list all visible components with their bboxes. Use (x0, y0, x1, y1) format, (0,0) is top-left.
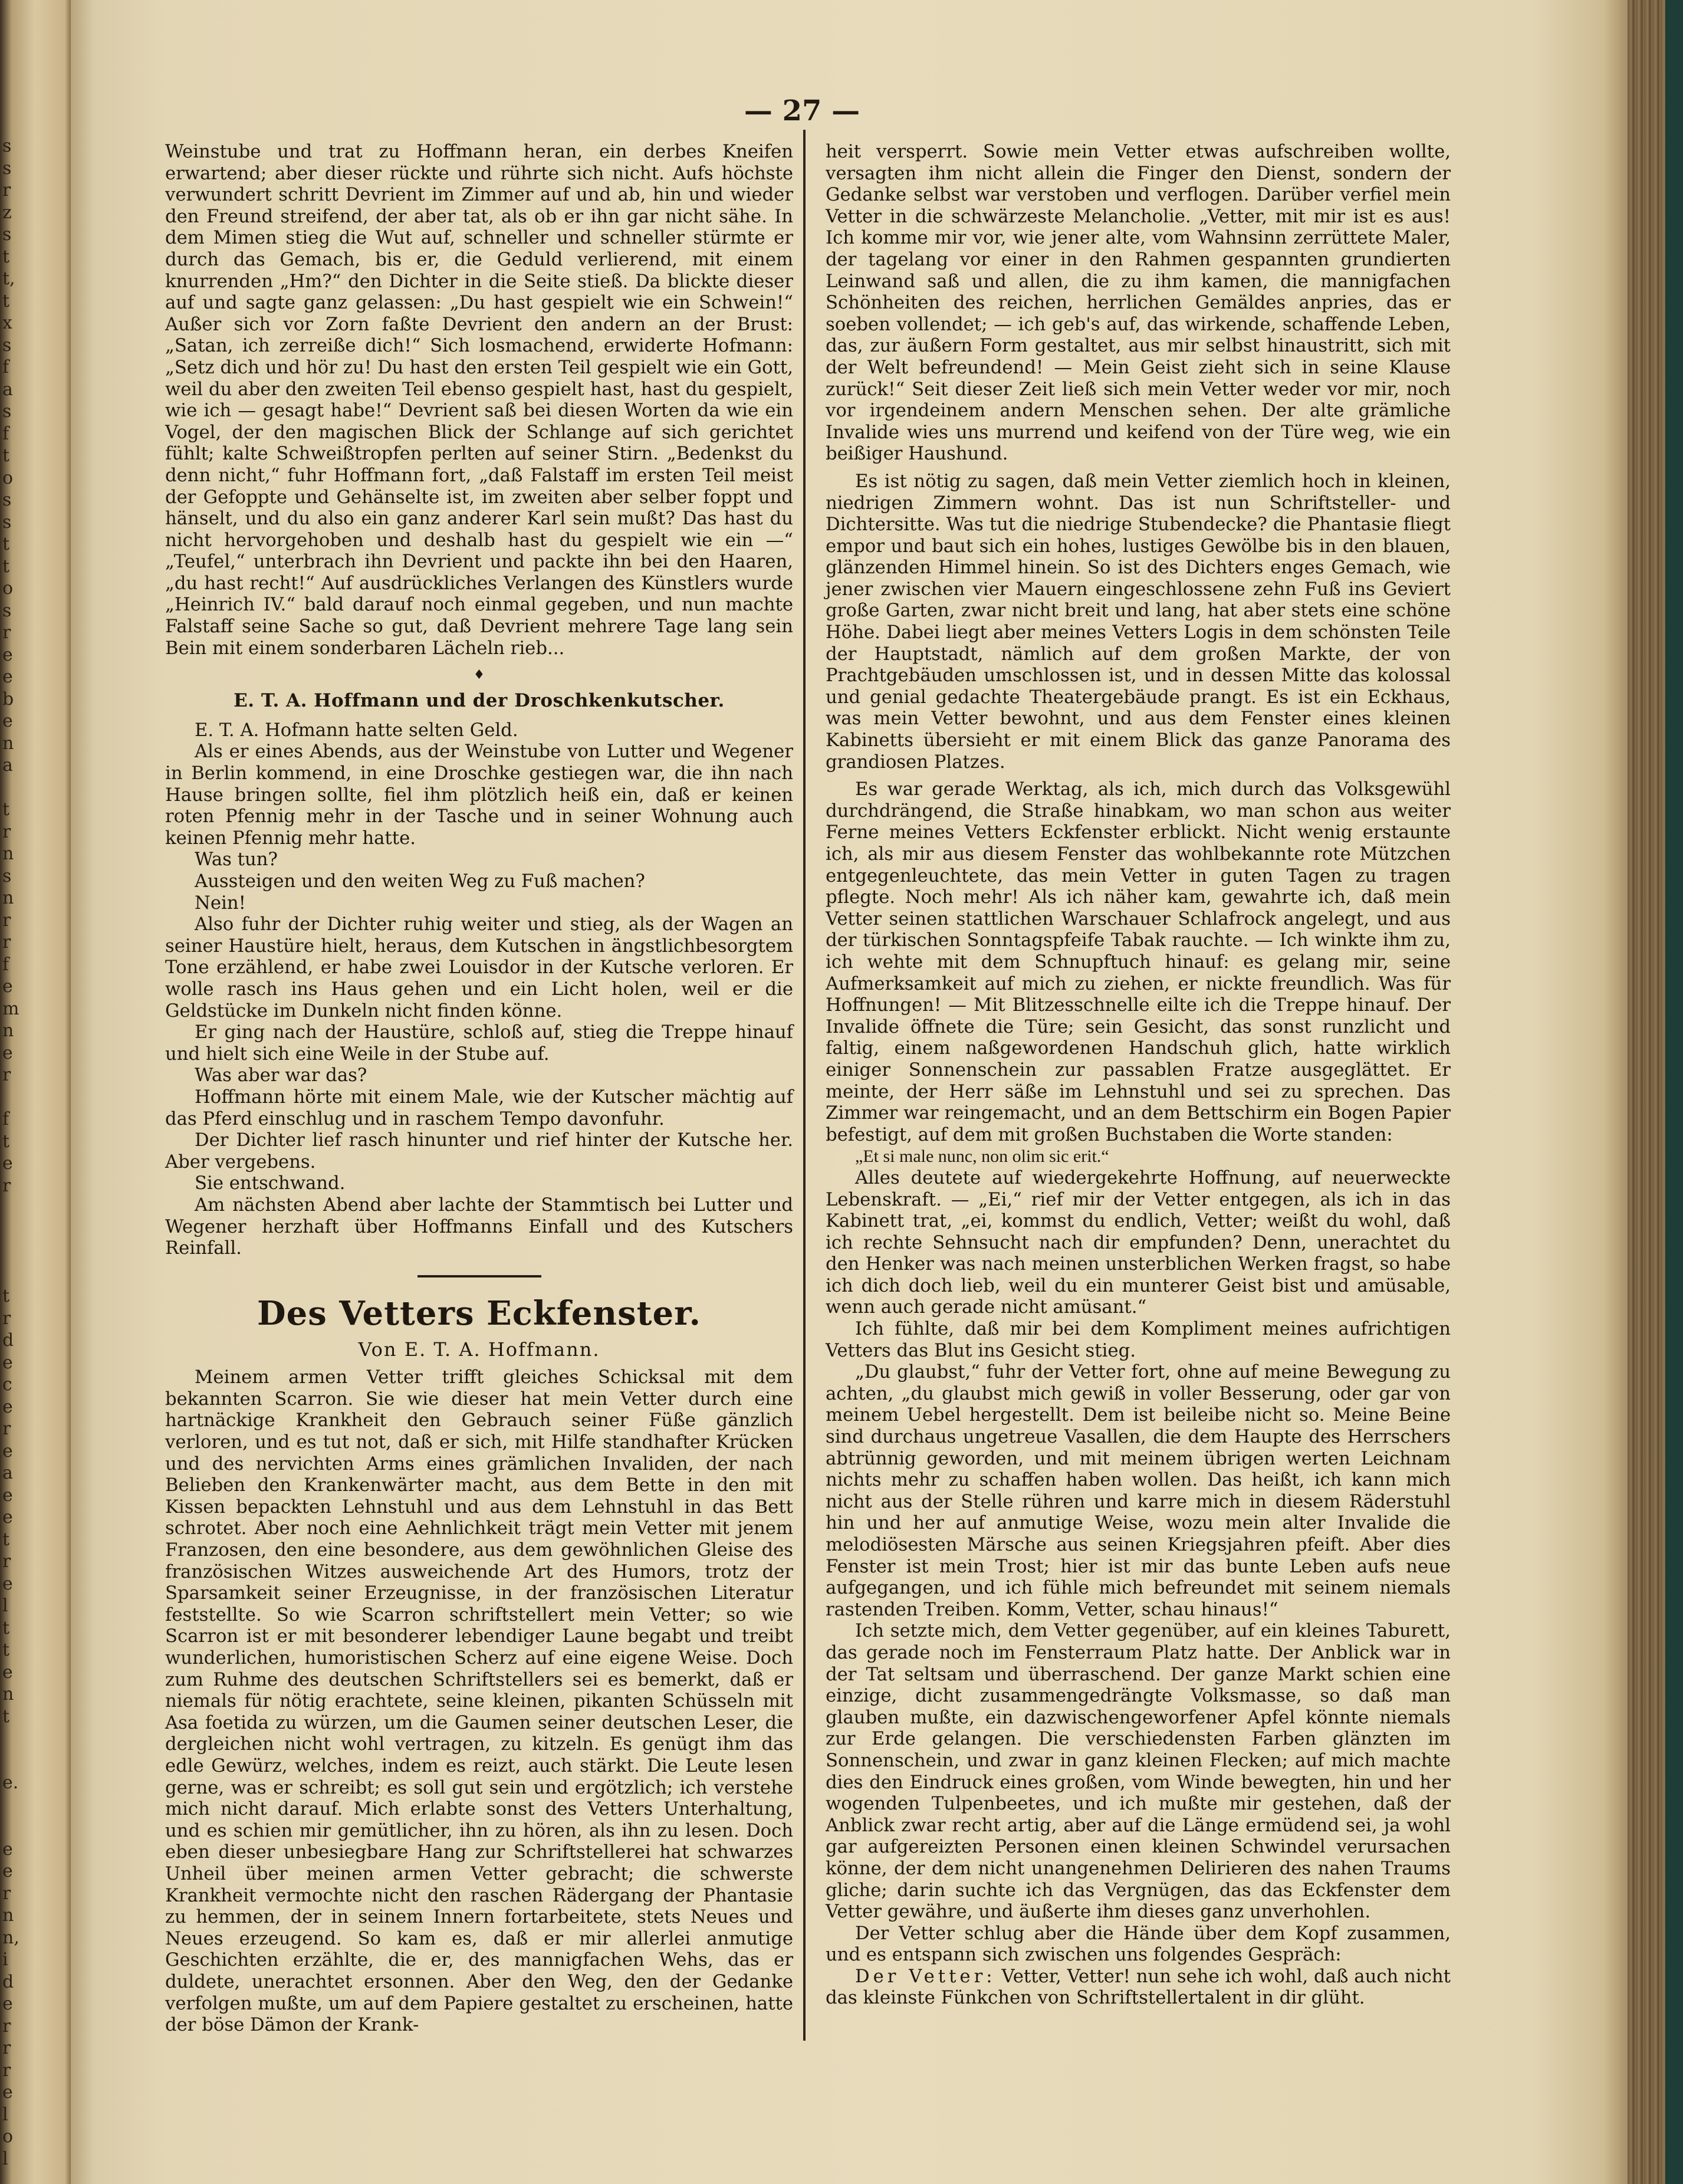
facing-page-fragment: s (2, 600, 12, 621)
facing-page-fragment: t (2, 799, 10, 820)
story-paragraph: Es war gerade Werktag, als ich, mich durch das Volksgewühl durchdrängend, die Straße hinabkam, wo man schon aus weiter Ferne meines Vetters Eckfenster erblickt. Nicht wenig erstaunte ich, als mir aus diesem Fenster das wohlbekannte rote Mützchen entgegenleuchtete, das mein Vetter in guten Tagen zu tragen pflegte. Noch mehr! Als ich näher kam, gewahrte ich, daß mein Vetter seinen stattlichen Warschauer Schlafrock angelegt, und aus der türkischen Sonntagspfeife Tabak rauchte. — Ich winkte ihm zu, ich wehte mit dem Schnupftuch hinauf: es gelang mir, seine Aufmerksamkeit auf mich zu ziehen, er nickte freundlich. Was für Hoffnungen! — Mit Blitzesschnelle eilte ich die Treppe hinauf. Der Invalide öffnete die Türe; sein Gesicht, das sonst runzlicht und faltig, einem naßgewordenen Handschuh glich, hatte wirklich einiger Sonnenschein zur passablen Fratze ausgeglättet. Er meinte, der Herr säße im Lehnstuhl und sei zu sprechen. Das Zimmer war reingemacht, und an dem Bettschirm ein Bogen Papier befestigt, auf dem mit großen Buchstaben die Worte standen: (826, 779, 1451, 1145)
page-number: — 27 — (744, 94, 860, 127)
anecdote-paragraph: E. T. A. Hofmann hatte selten Geld. (195, 720, 518, 741)
facing-page-fragment: a (2, 1463, 13, 1483)
anecdote-paragraph: Er ging nach der Haustüre, schloß auf, stieg die Treppe hinauf und hielt sich eine Weile in der Stube auf. (165, 1022, 793, 1065)
story-paragraph: Es ist nötig zu sagen, daß mein Vetter ziemlich hoch in kleinen, niedrigen Zimmern wohnt. Das ist nun Schriftsteller- und Dichtersitte. Was tut die niedrige Stubendecke? die Phantasie fliegt empor und baut sich ein hohes, lustiges Gewölbe bis in den blauen, glänzenden Himmel hinein. So ist des Dichters enges Gemach, wie jener zwischen vier Mauern eingeschlossene zehn Fuß ins Geviert große Garten, zwar nicht breit und lang, hat aber stets eine schöne Höhe. Dabei liegt aber meines Vetters Logis in dem schönsten Teile der Hauptstadt, nämlich auf dem großen Markte, der von Prachtgebäuden umschlossen ist, und in dessen Mitte das kolossal und genial gedachte Theatergebäude prangt. Es ist ein Eckhaus, was mein Vetter bewohnt, und aus dem Fenster eines kleinen Kabinetts übersieht er mit einem Blick das ganze Panorama des grandiosen Platzes. (826, 471, 1451, 773)
facing-page-fragment: e (2, 1573, 13, 1594)
right-column (826, 142, 1451, 2009)
facing-page-fragment: n (2, 733, 14, 754)
facing-page-fragment: f (2, 357, 9, 377)
section-heading-droschkenkutscher: E. T. A. Hoffmann und der Droschkenkutscher. (234, 690, 725, 712)
book-binding-edge (1628, 0, 1683, 2184)
facing-page-fragment: t (2, 1286, 10, 1306)
facing-page-fragment: e. (2, 1772, 19, 1793)
anecdote-paragraph: Sie entschwand. (195, 1173, 346, 1194)
facing-page-fragment: n (2, 1905, 14, 1926)
facing-page-fragment: o (2, 578, 14, 599)
facing-page-fragment: r (2, 1065, 11, 1085)
facing-page-fragment: l (2, 2104, 8, 2125)
facing-page-fragment: m (2, 998, 19, 1019)
facing-page-fragment: t (2, 246, 10, 267)
facing-page-fragment: r (2, 909, 11, 931)
facing-page-fragment: t (2, 1131, 10, 1152)
story-paragraph: Ich fühlte, daß mir bei dem Kompliment meines aufrichtigen Vetters das Blut ins Gesicht stieg. (826, 1319, 1451, 1361)
latin-quote: „Et si male nunc, non olim sic erit.“ (855, 1147, 1109, 1167)
facing-page-fragment: o (2, 467, 14, 488)
facing-page-fragment: s (2, 224, 12, 245)
facing-page-fragment: r (2, 2015, 11, 2037)
dialogue-speaker: Der Vetter: (855, 1966, 996, 1987)
facing-page-fragment: t (2, 1640, 10, 1660)
story-title: Des Vetters Eckfenster. (257, 1293, 701, 1333)
facing-page-fragment: t (2, 556, 10, 577)
facing-page-fragment: d (2, 1330, 14, 1351)
story-paragraph: „Du glaubst,“ fuhr der Vetter fort, ohne auf meine Bewegung zu achten, „du glaubst mich gewiß in voller Besserung, oder gar von meinem Uebel hergestellt. Dem ist beileibe nicht so. Meine Beine sind durchaus ungetreue Vasallen, die dem Haupte des Herrschers abtrünnig geworden, und mit meinem übrigen werten Leichnam nichts mehr zu schaffen haben wollen. Das heißt, ich kann mich nicht aus der Stelle rühren und karre mich in diesem Räderstuhl hin und her auf anmutige Weise, wozu mein alter Invalide die melodiösesten Märsche aus seinen Kriegsjahren pfeift. Aber dies Fenster ist mein Trost; hier ist mir das bunte Leben aufs neue aufgegangen, und ich fühle mich befreundet mit seinem niemals rastenden Treiben. Komm, Vetter, schau hinaus!“ (826, 1362, 1451, 1620)
facing-page-fragment: n (2, 843, 14, 864)
facing-page-fragment: r (2, 1308, 11, 1329)
anecdote-paragraph: Am nächsten Abend aber lachte der Stammtisch bei Lutter und Wegener herzhaft über Hoffmanns Einfall und des Kutschers Reinfall. (165, 1194, 793, 1259)
facing-page-fragment: i (2, 1949, 8, 1970)
facing-page-fragment: s (2, 865, 12, 886)
facing-page-fragment: f (2, 1109, 9, 1129)
ornament-diamond: ♦ (473, 668, 485, 683)
facing-page-fragment: f (2, 954, 9, 975)
facing-page-fragment: e (2, 1507, 13, 1528)
story-paragraph: Der Vetter schlug aber die Hände über dem Kopf zusammen, und es entspann sich zwischen uns folgendes Gespräch: (826, 1923, 1451, 1966)
facing-page-fragment: r (2, 2060, 11, 2081)
facing-page-fragment: s (2, 157, 12, 179)
facing-page-fragment: e (2, 2082, 13, 2103)
facing-page-fragment: e (2, 1042, 13, 1063)
hoffmann-devrient-anecdote-end: Weinstube und trat zu Hoffmann heran, ein derbes Kneifen erwartend; aber dieser rückte und rührte sich nicht. Aufs höchste verwundert schritt Devrient im Zimmer auf und ab, hin und wieder den Freund streifend, der aber tat, als ob er ihn gar nicht sähe. In dem Mimen stieg die Wut auf, schneller und schneller stürmte er durch das Gemach, bis er, die Geduld verlierend, mit einem knurrenden „Hm?“ den Dichter in die Seite stieß. Da blickte dieser auf und sagte ganz gelassen: „Du hast gespielt wie ein Schwein!“ Außer sich vor Zorn faßte Devrient den andern an der Brust: „Satan, ich zerreiße dich!“ Sich losmachend, erwiderte Hofmann: „Setz dich und hör zu! Du hast den ersten Teil gespielt wie ein Gott, weil du aber den zweiten Teil ebenso gespielt hast, hast du gespielt, wie ich — gesagt habe!“ Devrient saß bei diesen Worten da wie ein Vogel, der den magischen Blick der Schlange auf sich gerichtet fühlt; kalte Schweißtropfen perlten auf seiner Stirn. „Bedenkst du denn nicht,“ fuhr Hoffmann fort, „daß Falstaff im ersten Teil meist der Gefoppte und Gehänselte ist, im zweiten aber selber foppt und hänselt, und du also ein ganz anderer Karl sein mußt? Das hast du nicht hervorgehoben und deshalb hast du gespielt wie ein —“ „Teufel,“ unterbrach ihn Devrient und packte ihn bei den Haaren, „du hast recht!“ Auf ausdrückliches Verlangen des Künstlers wurde „Heinrich IV.“ bald darauf noch einmal gegeben, und nun machte Falstaff seine Sache so gut, daß Devrient mehrere Tage lang sein Bein mit einem sonderbaren Lächeln rieb... (165, 142, 793, 659)
dialogue-text: Vetter, Vetter! nun sehe ich wohl, daß auch nicht das kleinste Fünkchen von Schriftstellertalent in dir glüht. (826, 1966, 1451, 2009)
facing-page-fragment: r (2, 622, 11, 643)
facing-page-fragment: z (2, 202, 12, 223)
anecdote-paragraph: Hoffmann hörte mit einem Male, wie der Kutscher mächtig auf das Pferd einschlug und in raschem Tempo davonfuhr. (165, 1086, 793, 1129)
previous-page-edge (0, 0, 71, 2184)
facing-page-fragment: r (2, 1551, 11, 1572)
facing-page-fragment: e (2, 1440, 13, 1462)
anecdote-paragraph: Der Dichter lief rasch hinunter und rief hinter der Kutsche her. Aber vergebens. (165, 1130, 793, 1173)
anecdote-paragraph: Aussteigen und den weiten Weg zu Fuß machen? (195, 871, 645, 892)
anecdote-paragraph: Also fuhr der Dichter ruhig weiter und stieg, als der Wagen an seiner Haustüre hielt, heraus, dem Kutschen in ängstlichbesorgtem Tone erzählend, er habe zwei Louisdor in der Kutsche verloren. Er wolle rasch ins Haus gehen und ein Licht holen, weil er die Geldstücke im Dunkeln nicht finden könne. (165, 914, 793, 1022)
facing-page-fragment: e (2, 1352, 13, 1373)
facing-page-fragment: s (2, 334, 12, 356)
anecdote-paragraph: Was aber war das? (195, 1065, 367, 1086)
facing-page-fragment: e (2, 666, 13, 687)
facing-page-fragment: c (2, 1374, 12, 1395)
book-spine (1665, 0, 1683, 2184)
story-paragraph: Meinem armen Vetter trifft gleiches Schicksal mit dem bekannten Scarron. Sie wie dieser hat mein Vetter durch eine hartnäckige Krankheit den Gebrauch seiner Füße gänzlich verloren, und es tut not, daß er sich, mit Hilfe standhafter Krücken und des nervichten Arms eines grämlichen Invaliden, der nach Belieben den Krankenwärter macht, aus dem Bette in den mit Kissen bepackten Lehnstuhl und aus dem Lehnstuhl in das Bett schrotet. Aber noch eine Aehnlichkeit trägt mein Vetter mit jenem Franzosen, den eine besondere, aus dem gewöhnlichen Gleise des französischen Witzes ausweichende Art des Humors, trotz der Sparsamkeit seiner Erzeugnisse, in der französischen Literatur feststellte. So wie Scarron schriftstellert mein Vetter; so wie Scarron ist er mit besonderer lebendiger Laune begabt und treibt wunderlichen, humoristischen Scherz auf eine eigene Weise. Doch zum Ruhme des deutschen Schriftstellers sei es bemerkt, daß er niemals für nötig erachtete, seine kleinen, pikanten Schüsseln mit Asa foetida zu würzen, um die Gaumen seiner deutschen Leser, die dergleichen nicht wohl vertragen, zu kitzeln. Es genügt ihm das edle Gewürz, welches, indem es reizt, auch stärkt. Die Leute lesen gerne, was er schreibt; es soll gut sein und ergötzlich; ich verstehe mich nicht darauf. Mich erlabte sonst des Vetters Unterhaltung, und es schien mir gemütlicher, ihn zu hören, als ihn zu lesen. Doch eben dieser unbesiegbare Hang zur Schriftstellerei hat schwarzes Unheil über meinen armen Vetter gebracht; die schwerste Krankheit vermochte nicht den raschen Rädergang der Phantasie zu hemmen, der in seinem Innern fortarbeitete, stets Neues und Neues erzeugend. So kam es, daß er mir allerlei anmutige Geschichten erzählte, die er, des mannigfachen Wehs, das er duldete, unerachtet ersonnen. Aber den Weg, den der Gedanke verfolgen mußte, um auf dem Papiere gestaltet zu erscheinen, hatte der böse Dämon der Krank- (165, 1367, 793, 2036)
facing-page-fragment: r (2, 821, 11, 842)
facing-page-fragment: e (2, 1153, 13, 1174)
facing-page-fragment: s (2, 136, 12, 156)
facing-page-fragment: t (2, 1529, 10, 1550)
left-column (165, 142, 793, 2037)
facing-page-fragment: l (2, 1595, 8, 1616)
facing-page-fragment: t (2, 290, 10, 311)
column-divider (803, 130, 806, 2041)
facing-page-fragment: r (2, 1418, 11, 1439)
facing-page-fragment: r (2, 1883, 11, 1904)
facing-page-fragment: r (2, 180, 11, 201)
facing-page-fragment: n (2, 1684, 14, 1704)
facing-page-fragment: t (2, 534, 10, 554)
facing-page-fragment: t (2, 1706, 10, 1727)
story-paragraph: Alles deutete auf wiedergekehrte Hoffnung, auf neuerweckte Lebenskraft. — „Ei,“ rief mir der Vetter entgegen, als ich in das Kabinett trat, „ei, kommst du endlich, Vetter; weißt du wohl, daß ich rechte Sehnsucht nach dir empfunden? Denn, unerachtet du den Henker was nach meinen unsterblichen Werken fragst, so habe ich dich doch lieb, weil du ein munterer Geist bist und amüsable, wenn auch gerade nicht amüsant.“ (826, 1167, 1451, 1318)
facing-page-fragment: x (2, 313, 12, 333)
facing-page-fragment: e (2, 1838, 13, 1860)
facing-page-fragment: r (2, 1175, 11, 1196)
facing-page-fragment: n (2, 888, 14, 908)
facing-page-fragment: t (2, 1617, 10, 1638)
facing-page-fragment: e (2, 711, 13, 731)
story-byline: Von E. T. A. Hoffmann. (358, 1338, 600, 1361)
facing-page-fragment: r (2, 2038, 11, 2058)
facing-page-fragment: o (2, 2126, 14, 2147)
anecdote-paragraph: Nein! (195, 892, 246, 914)
facing-page-fragment: e (2, 1485, 13, 1506)
facing-page-fragment: e (2, 1396, 13, 1417)
facing-page-fragment: d (2, 1971, 14, 1992)
facing-page-fragment: a (2, 755, 13, 776)
facing-page-fragment: e (2, 644, 13, 665)
facing-page-fragment: t, (2, 268, 15, 289)
facing-page-fragment: e (2, 1661, 13, 1683)
facing-page-fragment: f (2, 423, 9, 444)
facing-page-fragment: e (2, 1993, 13, 2014)
anecdote-paragraph: Als er eines Abends, aus der Weinstube von Lutter und Wegener in Berlin kommend, in eine Droschke gestiegen war, die ihn nach Hause bringen sollte, fiel ihm plötzlich heiß ein, daß er keinen roten Pfennig mehr in der Tasche und in seiner Wohnung auch keinen Pfennig mehr hatte. (165, 741, 793, 849)
facing-page-fragment: e (2, 976, 13, 997)
facing-page-fragment: b (2, 688, 14, 710)
facing-page-fragment: s (2, 401, 12, 422)
dialogue-line (826, 1966, 1451, 2009)
story-paragraph: heit versperrt. Sowie mein Vetter etwas aufschreiben wollte, versagten ihm nicht allein die Finger den Dienst, sondern der Gedanke selbst war verstoben und verflogen. Darüber verfiel mein Vetter in die schwärzeste Melancholie. „Vetter, mit mir ist es aus! Ich komme mir vor, wie jener alte, vom Wahnsinn zerrüttete Maler, der tagelang vor einer in den Rahmen gespannten grundierten Leinwand saß und allen, die zu ihm kamen, die mannigfachen Schönheiten des reichen, herrlichen Gemäldes anpries, das er soeben vollendet; — ich geb's auf, das wirkende, schaffende Leben, das, zur äußern Form gestaltet, aus mir selbst hinaustritt, sich mit der Welt befreundend! — Mein Geist zieht sich in seine Klause zurück!“ Seit dieser Zeit ließ sich mein Vetter weder vor mir, noch vor irgendeinem andern Menschen sehen. Der alte grämliche Invalide wies uns murrend und keifend von der Türe weg, wie ein beißiger Haushund. (826, 142, 1451, 465)
facing-page-fragment: n, (2, 1927, 19, 1948)
section-divider-rule (418, 1275, 541, 1277)
facing-page-fragment: r (2, 932, 11, 953)
facing-page-fragment: s (2, 490, 12, 510)
facing-page-fragment: a (2, 379, 13, 400)
facing-page-fragment: s (2, 511, 12, 533)
facing-page-fragment: e (2, 1861, 13, 1881)
facing-page-fragment: n (2, 1020, 14, 1041)
facing-page-fragment: l (2, 2148, 8, 2169)
facing-page-fragment: t (2, 445, 10, 466)
story-paragraph: Ich setzte mich, dem Vetter gegenüber, auf ein kleines Taburett, das gerade noch im Fensterraum Platz hatte. Der Anblick war in der Tat seltsam und überraschend. Der ganze Markt schien eine einzige, dicht zusammengedrängte Volksmasse, so daß man glauben mußte, ein dazwischengeworfener Apfel könnte niemals zur Erde gelangen. Die verschiedensten Farben glänzten im Sonnenschein, und zwar in ganz kleinen Flecken; auf mich machte dies den Eindruck eines großen, vom Winde bewegten, hin und her wogenden Tulpenbeetes, und ich mußte mir gestehen, daß der Anblick zwar recht artig, aber auf die Länge ermüdend sei, ja wohl gar aufgereizten Personen einen kleinen Schwindel verursachen könne, der dem nicht unangenehmen Delirieren des nahen Traums gliche; darin suchte ich das Vergnügen, das das Eckfenster dem Vetter gewähre, und äußerte ihm dieses ganz unverhohlen. (826, 1621, 1451, 1923)
anecdote-paragraph: Was tun? (195, 849, 278, 871)
